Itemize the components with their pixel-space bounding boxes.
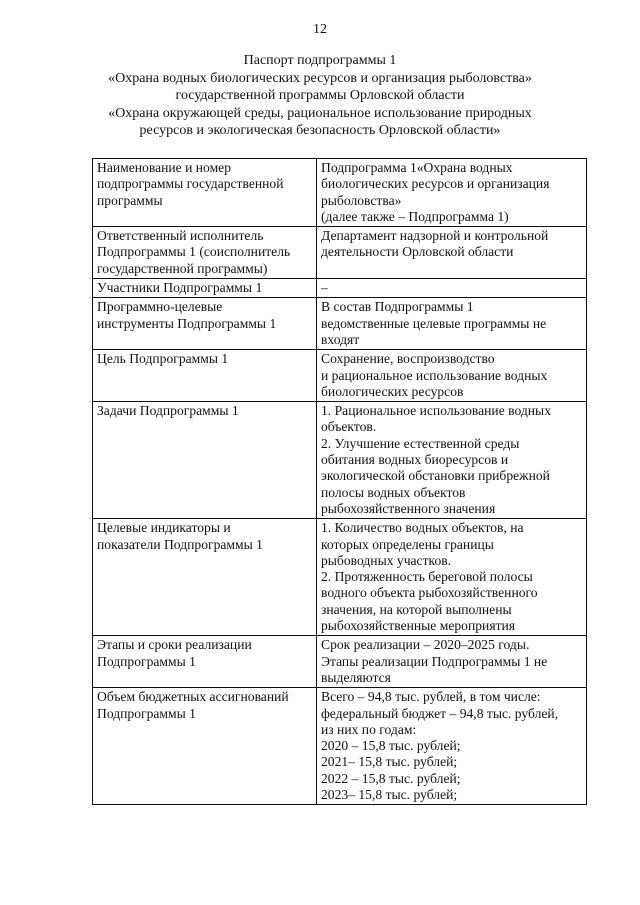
row-label-line: программы (97, 192, 163, 208)
row-value-line: водного объекта рыбохозяйственного (321, 585, 538, 601)
title-line: ресурсов и экологическая безопасность Орловской области» (139, 123, 501, 138)
row-value-line: полосы водных объектов (321, 484, 466, 500)
document-title (60, 52, 580, 140)
row-label-cell (93, 688, 317, 805)
row-value-cell (317, 688, 587, 805)
row-label-line: подпрограммы государственной (97, 176, 284, 192)
row-value-line: биологических ресурсов и организация (321, 176, 550, 192)
row-label-cell (93, 519, 317, 636)
row-value-line: Сохранение, воспроизводство (321, 351, 495, 367)
row-value-cell (317, 227, 587, 279)
title-line: «Охрана окружающей среды, рациональное использование природных (108, 105, 532, 121)
table-row (93, 402, 587, 519)
row-value-line: обитания водных биоресурсов и (321, 452, 509, 468)
row-value-line: 2021– 15,8 тыс. рублей; (321, 754, 458, 770)
row-label-cell (93, 159, 317, 227)
title-line: Паспорт подпрограммы 1 (243, 53, 397, 68)
table-row (93, 350, 587, 402)
title-line: «Охрана водных биологических ресурсов и организация рыболовства» (108, 70, 532, 86)
table-row (93, 279, 587, 298)
row-value-line: биологических ресурсов (321, 383, 464, 399)
row-label-line: Задачи Подпрограммы 1 (97, 403, 239, 419)
row-value-line: Подпрограмма 1«Охрана водных (321, 160, 513, 175)
passport-table-body (93, 159, 587, 805)
row-label-line: показатели Подпрограммы 1 (97, 536, 263, 552)
row-value-line: из них по годам: (321, 721, 417, 737)
row-value-cell (317, 636, 587, 688)
row-value-line: 2. Протяженность береговой полосы (321, 569, 533, 585)
row-value-line: экологической обстановки прибрежной (321, 468, 550, 484)
row-value-cell (317, 350, 587, 402)
table-row (93, 688, 587, 805)
row-label-line: инструменты Подпрограммы 1 (97, 315, 277, 331)
table-row (93, 159, 587, 227)
table-row (93, 227, 587, 279)
row-value-line: Департамент надзорной и контрольной (321, 228, 549, 244)
row-value-line: федеральный бюджет – 94,8 тыс. рублей, (321, 705, 559, 721)
row-value-cell (317, 279, 587, 298)
row-value-line: и рациональное использование водных (321, 367, 548, 383)
row-value-line: рыбоводных участков. (321, 552, 452, 568)
row-value-line: Всего – 94,8 тыс. рублей, в том числе: (321, 689, 541, 705)
row-value-line: Срок реализации – 2020–2025 годы. (321, 637, 530, 653)
row-value-line: объектов. (321, 419, 377, 435)
row-value-cell (317, 159, 587, 227)
row-value-line: ведомственные целевые программы не (321, 315, 547, 331)
row-label-cell (93, 279, 317, 298)
row-label-line: Подпрограммы 1 (соисполнитель (97, 244, 291, 260)
row-label-cell (93, 636, 317, 688)
row-value-line: рыбохозяйственного значения (321, 500, 496, 516)
row-value-line: 2. Улучшение естественной среды (321, 435, 520, 451)
page-number: 12 (313, 22, 327, 37)
row-value-line: Этапы реализации Подпрограммы 1 не (321, 653, 548, 669)
row-label-line: Объем бюджетных ассигнований (97, 689, 289, 705)
row-label-line: Целевые индикаторы и (97, 520, 231, 536)
row-label-line: Этапы и сроки реализации (97, 637, 252, 653)
table-row (93, 298, 587, 350)
table-row (93, 519, 587, 636)
row-label-line: Ответственный исполнитель (97, 228, 264, 244)
row-value-line: – (321, 280, 328, 296)
row-value-cell (317, 402, 587, 519)
row-value-line: (далее также – Подпрограмма 1) (321, 208, 509, 224)
row-label-line: Участники Подпрограммы 1 (97, 280, 263, 296)
row-value-line: 1. Рациональное использование водных (321, 403, 551, 419)
row-value-line: выделяются (321, 669, 391, 685)
row-value-line: рыболовства» (321, 192, 402, 208)
row-label-cell (93, 402, 317, 519)
row-label-line: Подпрограммы 1 (97, 705, 196, 721)
row-label-line: Цель Подпрограммы 1 (97, 351, 229, 367)
row-label-cell (93, 350, 317, 402)
row-label-line: Программно-целевые (97, 299, 223, 315)
row-value-line: В состав Подпрограммы 1 (321, 299, 474, 315)
table-row (93, 636, 587, 688)
title-line: государственной программы Орловской области (175, 88, 465, 103)
row-value-line: 2020 – 15,8 тыс. рублей; (321, 738, 461, 754)
row-value-line: 2023– 15,8 тыс. рублей; (321, 786, 458, 802)
row-label-line: Наименование и номер (97, 160, 232, 175)
row-value-cell (317, 519, 587, 636)
row-value-line: входят (321, 331, 360, 347)
row-label-cell (93, 227, 317, 279)
row-value-line: деятельности Орловской области (321, 244, 514, 260)
row-value-line: значения, на которой выполнены (321, 601, 512, 617)
row-value-line: которых определены границы (321, 536, 494, 552)
row-value-cell (317, 298, 587, 350)
row-value-line: 1. Количество водных объектов, на (321, 520, 524, 536)
row-label-line: Подпрограммы 1 (97, 653, 196, 669)
passport-table (92, 158, 587, 805)
row-value-line: рыбохозяйственные мероприятия (321, 618, 516, 634)
row-label-line: государственной программы) (97, 260, 268, 276)
row-label-cell (93, 298, 317, 350)
row-value-line: 2022 – 15,8 тыс. рублей; (321, 770, 461, 786)
